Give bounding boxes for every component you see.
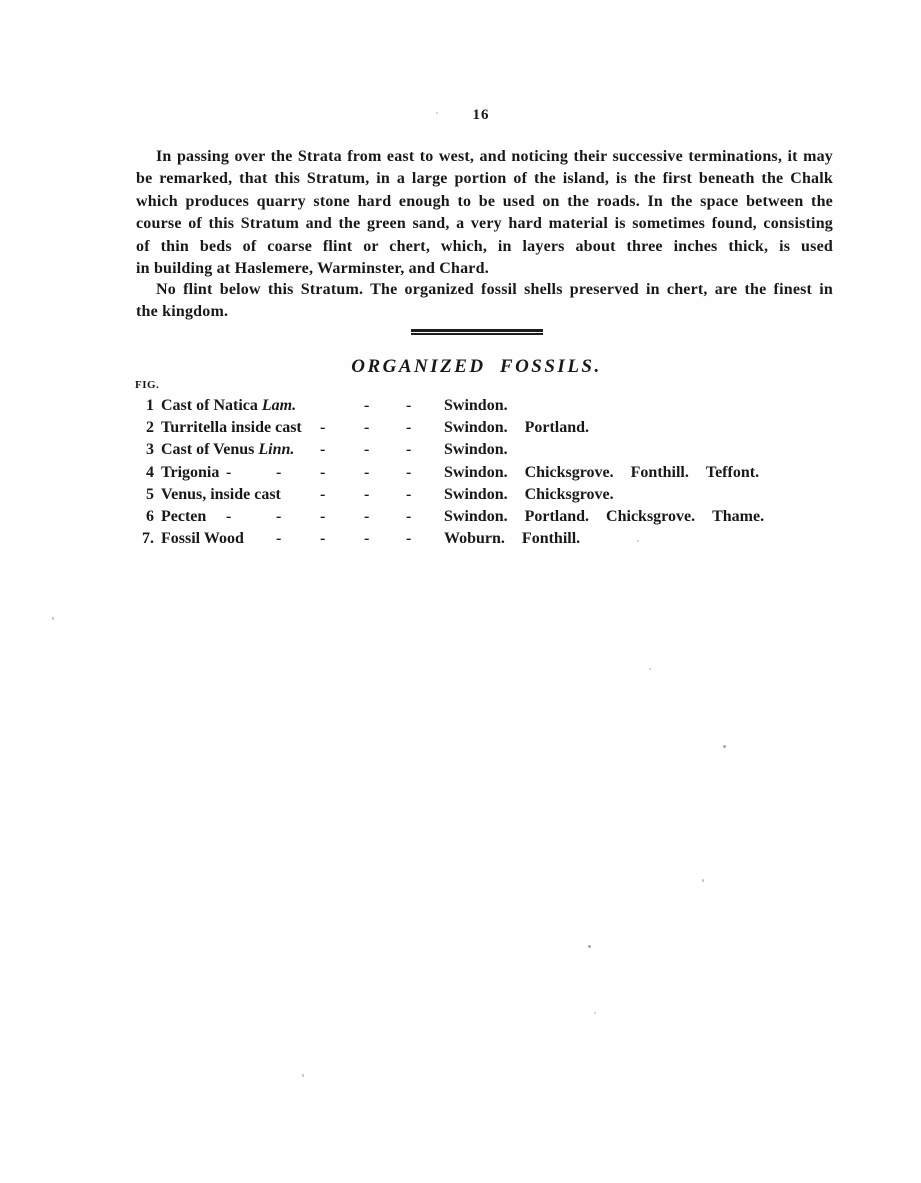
leader-dash: -: [406, 419, 412, 437]
fig-number: 3: [146, 441, 154, 459]
leader-dash: -: [364, 419, 370, 437]
leader-dash: -: [276, 507, 282, 525]
scan-speck: [436, 112, 438, 114]
location: Chicksgrove.: [524, 463, 614, 481]
paragraph-line: of thin beds of coarse flint or chert, which, in layers about three inches thick, is used: [136, 237, 833, 255]
fossil-name: [161, 441, 294, 459]
fig-number: 4: [146, 463, 154, 481]
paragraph-line: in building at Haslemere, Warminster, and Chard.: [136, 260, 489, 278]
scan-speck: [52, 617, 54, 620]
leader-dash: -: [364, 441, 370, 459]
paragraph-line: which produces quarry stone hard enough to be used on the roads. In the space between the: [136, 192, 833, 210]
leader-dash: -: [406, 463, 412, 481]
scan-speck: [594, 1012, 596, 1014]
fossil-name: [161, 397, 296, 415]
fossil-row: [0, 441, 921, 463]
locations: [444, 397, 525, 415]
paragraph-line: be remarked, that this Stratum, in a large portion of the island, is the first beneath the Chalk: [136, 170, 833, 188]
fig-number: 1: [146, 397, 154, 414]
section-divider-rule: [411, 329, 543, 335]
fossil-name-text: Pecten: [161, 507, 207, 525]
leader-dash: -: [406, 507, 412, 525]
fossil-row: [0, 397, 921, 419]
leader-dash: -: [406, 530, 412, 548]
fossil-name: [161, 508, 210, 526]
leader-dash: -: [320, 507, 326, 525]
paragraph-line: course of this Stratum and the green sand, a very hard material is sometimes found, consisting: [136, 215, 833, 233]
fossil-list: [0, 397, 921, 552]
leader-dash: -: [226, 507, 232, 525]
leader-dash: -: [276, 463, 282, 481]
location: Portland.: [524, 507, 590, 525]
leader-dash: -: [364, 397, 370, 414]
scan-speck: [588, 945, 591, 948]
leader-dash: -: [364, 530, 370, 548]
leader-dash: -: [364, 485, 370, 503]
locations: [444, 441, 525, 459]
leader-dash: -: [364, 507, 370, 525]
leader-dash: -: [406, 485, 412, 503]
location: Swindon.: [444, 441, 508, 459]
leader-dash: -: [364, 463, 370, 481]
fossil-name: [161, 419, 306, 437]
location: Swindon.: [444, 419, 508, 437]
scan-speck: [637, 540, 639, 542]
location: Thame.: [712, 507, 765, 525]
species-author: Linn.: [258, 441, 295, 459]
paragraph-line: the kingdom.: [136, 303, 229, 321]
section-title: ORGANIZED FOSSILS.: [351, 356, 602, 377]
paragraph-strata: [136, 146, 833, 280]
fig-number: 6: [146, 507, 154, 525]
locations: [444, 486, 631, 504]
location: Swindon.: [444, 397, 508, 414]
fossil-name: [161, 486, 285, 504]
fossil-name: [161, 530, 248, 548]
fossil-row: [0, 508, 921, 530]
paragraph-line: No flint below this Stratum. The organized fossil shells preserved in chert, are the finest in: [156, 281, 833, 298]
location: Chicksgrove.: [606, 507, 696, 525]
fig-number: 2: [146, 419, 154, 437]
fig-column-label: FIG.: [135, 379, 160, 391]
location: Swindon.: [444, 463, 508, 481]
locations: [444, 464, 776, 482]
location: Fonthill.: [521, 530, 581, 548]
fossil-row: [0, 419, 921, 441]
location: Woburn.: [444, 530, 505, 548]
leader-dash: -: [320, 463, 326, 481]
fossil-name-text: Turritella inside cast: [161, 419, 302, 437]
fig-number: 5: [146, 485, 154, 503]
fossil-row: [0, 486, 921, 508]
location: Fonthill.: [630, 463, 689, 481]
fossil-row: [0, 464, 921, 486]
locations: [444, 530, 597, 548]
locations: [444, 419, 606, 437]
leader-dash: -: [320, 485, 326, 503]
fossil-row: [0, 530, 921, 552]
leader-dash: -: [320, 530, 326, 548]
fossil-name: [161, 464, 223, 482]
scan-speck: [723, 745, 726, 748]
fossil-name-text: Cast of Natica: [161, 397, 258, 414]
leader-dash: -: [406, 397, 412, 414]
paragraph-flint: [136, 279, 833, 324]
paragraph-line: In passing over the Strata from east to west, and noticing their successive terminations, it may: [156, 148, 833, 165]
scan-speck: [649, 668, 651, 670]
leader-dash: -: [320, 441, 326, 459]
fossil-name-text: Trigonia: [161, 463, 220, 481]
fossil-name-text: Fossil Wood: [161, 530, 244, 548]
location: Swindon.: [444, 485, 508, 503]
location: Chicksgrove.: [524, 485, 614, 503]
locations: [444, 508, 781, 526]
leader-dash: -: [226, 463, 232, 481]
leader-dash: -: [320, 419, 326, 437]
page-number: 16: [472, 107, 490, 123]
location: Teffont.: [705, 463, 760, 481]
fig-number: 7.: [142, 530, 154, 548]
location: Portland.: [524, 419, 590, 437]
species-author: Lam.: [261, 397, 297, 414]
leader-dash: -: [276, 530, 282, 548]
fossil-name-text: Cast of Venus: [161, 441, 255, 459]
leader-dash: -: [406, 441, 412, 459]
scan-speck: [702, 879, 704, 882]
fossil-name-text: Venus, inside cast: [161, 485, 281, 503]
scan-speck: [302, 1074, 304, 1077]
location: Swindon.: [444, 507, 508, 525]
